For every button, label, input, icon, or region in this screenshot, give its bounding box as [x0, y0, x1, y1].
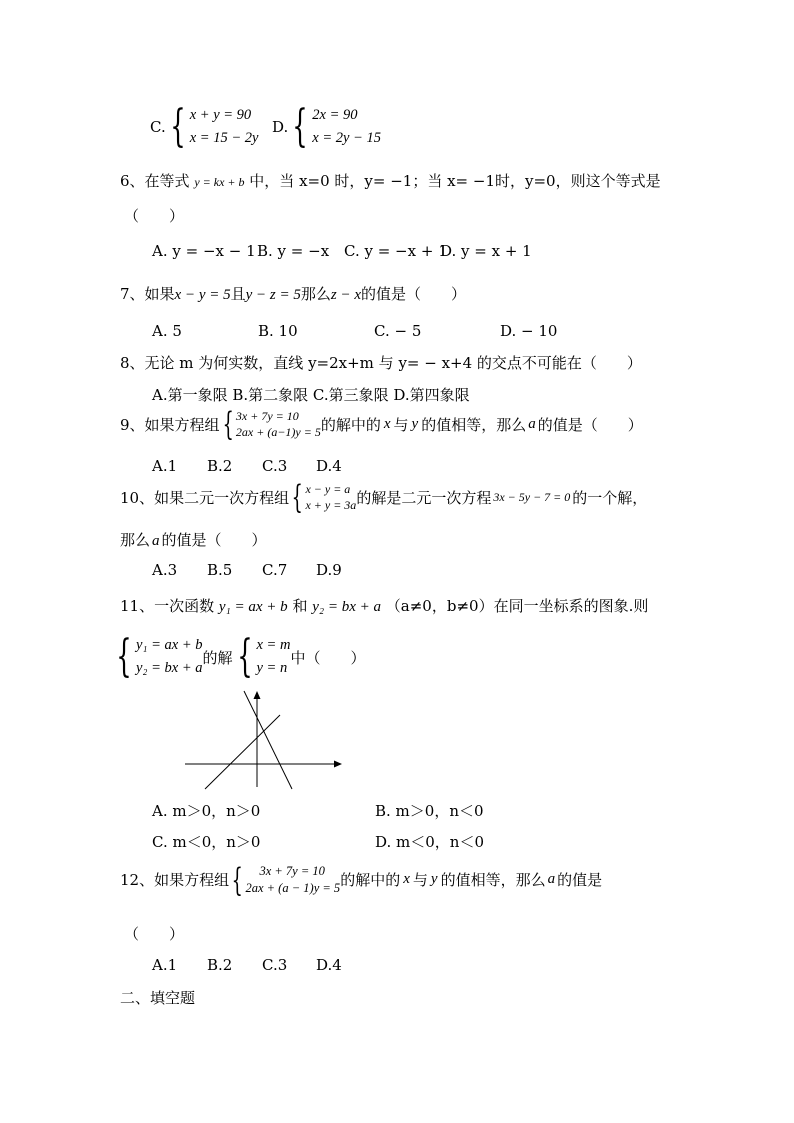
y-axis-arrow-icon	[254, 691, 261, 699]
q10-question: 10、如果二元一次方程组 { x − y = a x + y = 3a 的解是二元一次方程 3x − 5y − 7 = 0 的一个解，	[120, 478, 648, 517]
brace-icon: {	[170, 101, 186, 153]
q11-option-a: A. m＞0，n＞0	[152, 802, 261, 820]
q10-option-c: C.7	[262, 561, 288, 579]
q11-sys2-eq2: y = n	[256, 660, 288, 677]
q12-paren: （ ）	[124, 925, 185, 943]
line-y1	[205, 715, 280, 789]
q6-option-a: A. y = −x − 1	[152, 242, 256, 260]
line-y2	[244, 691, 292, 789]
q12-eq1: 3x + 7y = 10	[259, 864, 325, 878]
q9-question: 9、如果方程组 { 3x + 7y = 10 2ax + (a−1)y = 5 的解中的 x 与 y 的值相等，那么 a 的值是（ ）	[120, 405, 643, 444]
brace-icon: {	[291, 478, 303, 517]
q10-eq2: x + y = 3a	[305, 498, 357, 513]
q9-option-b: B.2	[207, 457, 233, 475]
q7-option-a: A. 5	[152, 322, 182, 340]
q11-question: 11、一次函数 y₁ = ax + b 和 y₂ = bx + a （a≠0，b≠0）在同一坐标系的图象.则	[120, 597, 649, 615]
q11-option-b: B. m＞0，n＜0	[375, 802, 484, 820]
q9-option-a: A.1	[152, 457, 178, 475]
q12-option-c: C.3	[262, 956, 288, 974]
q6-option-b: B. y = −x	[257, 242, 330, 260]
q6-option-d: D. y = x + 1	[440, 242, 532, 260]
x-axis-arrow-icon	[334, 761, 342, 768]
q12-option-b: B.2	[207, 956, 233, 974]
brace-icon: {	[231, 860, 243, 899]
q12-option-d: D.4	[316, 956, 342, 974]
brace-icon: {	[222, 405, 234, 444]
q5-d-eq1: 2x = 90	[312, 107, 358, 123]
q11-sys2-eq1: x = m	[256, 637, 291, 653]
q11-option-d: D. m＜0，n＜0	[375, 833, 484, 851]
q11-sys1-eq2: y₂ = bx + a	[136, 660, 203, 677]
q11-systems: { y₁ = ax + b y₂ = bx + a 的解 { x = m y = n 中（ ）	[116, 631, 366, 683]
q11-sys1-eq1: y₁ = ax + b	[136, 637, 203, 653]
q7-option-b: B. 10	[258, 322, 298, 340]
q11-graph	[180, 685, 350, 790]
q5-option-c: C. { x + y = 90 x = 15 − 2y	[150, 101, 259, 153]
q9-eq1: 3x + 7y = 10	[235, 409, 299, 423]
q11-option-c: C. m＜0，n＞0	[152, 833, 261, 851]
q5-c-eq1: x + y = 90	[189, 107, 252, 123]
q7-question: 7、如果x − y = 5且y − z = 5那么z − x的值是（ ）	[120, 285, 467, 303]
q12-option-a: A.1	[152, 956, 178, 974]
q5-d-eq2: x = 2y − 15	[312, 130, 381, 147]
q8-question: 8、无论 m 为何实数，直线 y=2x+m 与 y= − x+4 的交点不可能在（ ）	[120, 354, 642, 372]
q6-question: 6、在等式 y = kx + b 中，当 x=0 时，y= −1；当 x= −1时，y=0，则这个等式是	[120, 172, 661, 190]
q5-option-d: D. { 2x = 90 x = 2y − 15	[272, 101, 381, 153]
q6-paren: （ ）	[124, 207, 185, 225]
section-2-title: 二、填空题	[120, 989, 196, 1007]
brace-icon: {	[116, 631, 132, 683]
q7-option-d: D. − 10	[500, 322, 558, 340]
q10-line2: 那么 a 的值是（ ）	[120, 531, 267, 549]
q10-eq1: x − y = a	[305, 482, 351, 496]
brace-icon: {	[292, 101, 308, 153]
q5-c-eq2: x = 15 − 2y	[189, 130, 259, 147]
q9-option-c: C.3	[262, 457, 288, 475]
q7-option-c: C. − 5	[374, 322, 422, 340]
q12-question: 12、如果方程组 { 3x + 7y = 10 2ax + (a − 1)y = 5 的解中的 x 与 y 的值相等，那么 a 的值是	[120, 860, 603, 899]
q12-eq2: 2ax + (a − 1)y = 5	[245, 880, 341, 895]
q6-option-c: C. y = −x + 1	[344, 242, 448, 260]
q10-option-b: B.5	[207, 561, 233, 579]
q10-option-a: A.3	[152, 561, 178, 579]
q9-option-d: D.4	[316, 457, 342, 475]
q10-option-d: D.9	[316, 561, 342, 579]
q8-options: A.第一象限 B.第二象限 C.第三象限 D.第四象限	[152, 386, 470, 404]
brace-icon: {	[236, 631, 253, 683]
q9-eq2: 2ax + (a−1)y = 5	[235, 425, 321, 440]
